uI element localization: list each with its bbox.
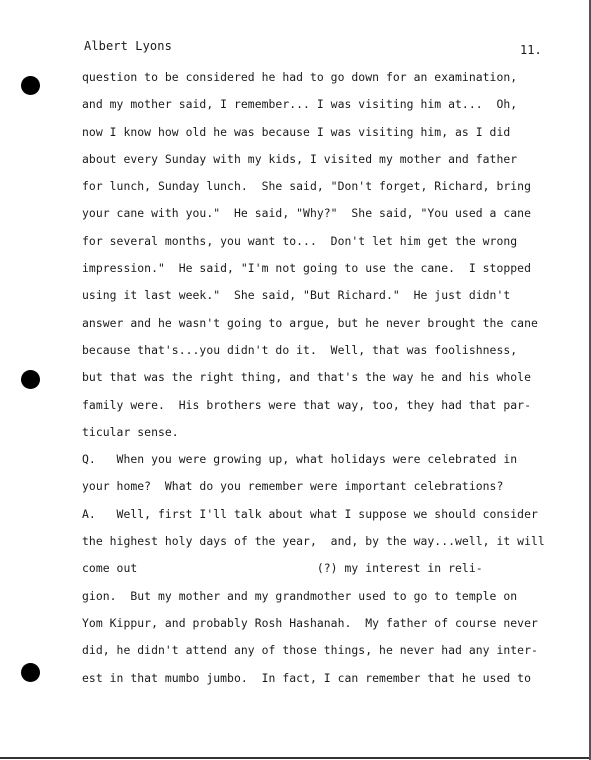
text-line: did, he didn't attend any of those things, he never had any inter- bbox=[82, 643, 538, 658]
text-line: for lunch, Sunday lunch. She said, "Don't forget, Richard, bring bbox=[82, 179, 532, 194]
text-line: est in that mumbo jumbo. In fact, I can remember that he used to bbox=[82, 670, 532, 685]
question-line: Q. When you were growing up, what holidays were celebrated in bbox=[82, 452, 518, 467]
text-line: impression." He said, "I'm not going to use the cane. I stopped bbox=[82, 261, 532, 276]
text-line: using it last week." She said, "But Richard." He just didn't bbox=[82, 288, 511, 303]
text-line: Yom Kippur, and probably Rosh Hashanah. My father of course never bbox=[82, 615, 538, 630]
text-line: now I know how old he was because I was visiting him, as I did bbox=[82, 124, 511, 139]
punch-hole bbox=[21, 663, 40, 682]
text-line: and my mother said, I remember... I was visiting him at... Oh, bbox=[82, 97, 518, 112]
text-line: the highest holy days of the year, and, by the way...well, it will bbox=[82, 534, 545, 549]
text-line: for several months, you want to... Don't let him get the wrong bbox=[82, 233, 518, 248]
punch-hole bbox=[21, 76, 40, 95]
bottom-edge-line bbox=[0, 757, 591, 759]
text-line: but that was the right thing, and that's the way he and his whole bbox=[82, 370, 532, 385]
text-line: your home? What do you remember were important celebrations? bbox=[82, 479, 504, 494]
transcript-body bbox=[82, 70, 552, 698]
text-line: ticular sense. bbox=[82, 424, 179, 439]
text-line: family were. His brothers were that way, too, they had that par- bbox=[82, 397, 532, 412]
answer-line: A. Well, first I'll talk about what I suppose we should consider bbox=[82, 506, 538, 521]
header-name: Albert Lyons bbox=[84, 39, 172, 53]
text-line: your cane with you." He said, "Why?" She said, "You used a cane bbox=[82, 206, 532, 221]
text-line: answer and he wasn't going to argue, but he never brought the cane bbox=[82, 315, 538, 330]
text-line: about every Sunday with my kids, I visited my mother and father bbox=[82, 151, 518, 166]
text-line: gion. But my mother and my grandmother used to go to temple on bbox=[82, 588, 518, 603]
text-line: come out (?) my interest in reli- bbox=[82, 561, 483, 576]
page-number: 11. bbox=[520, 43, 542, 57]
text-line: question to be considered he had to go down for an examination, bbox=[82, 70, 518, 84]
punch-hole bbox=[21, 370, 40, 389]
text-line: because that's...you didn't do it. Well, that was foolishness, bbox=[82, 342, 518, 357]
